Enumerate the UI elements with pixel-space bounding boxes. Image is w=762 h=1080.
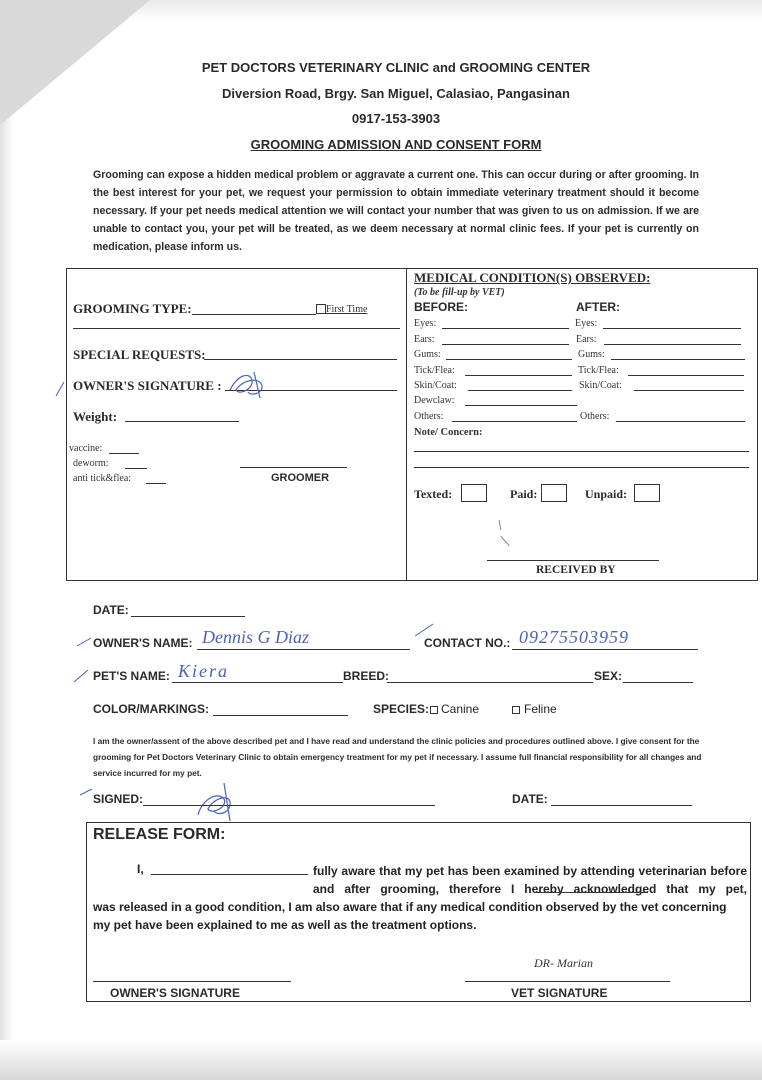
before-gums-label: Gums:: [414, 349, 441, 360]
release-text-2: was released in a good condition, I am also aware that if any medical condition observed by the vet concerning my pet have been explained to me as well as the treatment options.: [93, 900, 727, 932]
before-ears-label: Ears:: [414, 334, 435, 345]
owner-name-field[interactable]: [197, 649, 410, 650]
unpaid-checkbox[interactable]: [634, 484, 660, 502]
release-text-1-cont: [93, 880, 526, 898]
feline-label: Feline: [524, 702, 557, 716]
release-name-field[interactable]: [151, 874, 308, 875]
first-time-checkbox[interactable]: [316, 304, 326, 314]
after-others-label: Others:: [580, 411, 610, 422]
scan-shadow-left: [0, 0, 14, 1080]
form-title: GROOMING ADMISSION AND CONSENT FORM: [250, 137, 542, 152]
release-vet-signature-line[interactable]: [465, 981, 670, 982]
note-line-1[interactable]: [414, 451, 749, 452]
grooming-type-field[interactable]: [192, 314, 316, 315]
weight-field[interactable]: [125, 421, 239, 422]
date-label: DATE:: [93, 603, 129, 617]
after-eyes-label: Eyes:: [575, 318, 598, 329]
note-concern-label: Note/ Concern:: [414, 427, 483, 438]
pet-name-label: PET'S NAME:: [93, 669, 170, 683]
before-eyes-field[interactable]: [442, 328, 569, 329]
after-tick-field[interactable]: [628, 375, 744, 376]
before-skin-field[interactable]: [468, 390, 572, 391]
grooming-type-extra-line[interactable]: [73, 328, 400, 329]
clinic-name: PET DOCTORS VETERINARY CLINIC and GROOMING CENTER: [201, 60, 591, 75]
texted-label: Texted:: [414, 487, 453, 501]
after-gums-field[interactable]: [611, 359, 745, 360]
contact-label: CONTACT NO.:: [424, 636, 511, 650]
after-eyes-field[interactable]: [603, 328, 741, 329]
signed-date-field[interactable]: [551, 805, 692, 806]
anti-tick-label: anti tick&flea:: [73, 473, 132, 484]
before-label: BEFORE:: [414, 300, 468, 314]
release-owner-signature-line[interactable]: [93, 981, 291, 982]
before-others-label: Others:: [414, 411, 444, 422]
color-markings-field[interactable]: [213, 715, 348, 716]
after-skin-field[interactable]: [634, 390, 744, 391]
vet-fill-subtitle: (To be fill-up by VET): [414, 287, 505, 298]
before-tick-field[interactable]: [465, 375, 572, 376]
grooming-type-label: GROOMING TYPE:: [73, 301, 192, 316]
release-form-title: RELEASE FORM:: [93, 826, 226, 843]
after-label: AFTER:: [576, 300, 620, 314]
scan-shadow-bottom: [0, 1040, 762, 1080]
before-gums-field[interactable]: [446, 359, 572, 360]
deworm-field[interactable]: [125, 468, 147, 469]
release-vet-signature-label: VET SIGNATURE: [511, 986, 608, 1000]
signed-label: SIGNED:: [93, 792, 144, 806]
contact-field[interactable]: [512, 649, 698, 650]
medical-condition-title: MEDICAL CONDITION(S) OBSERVED:: [414, 270, 651, 285]
clinic-address: Diversion Road, Brgy. San Miguel, Calasiao, Pangasinan: [222, 86, 570, 101]
sex-field[interactable]: [623, 682, 693, 683]
color-markings-label: COLOR/MARKINGS:: [93, 702, 209, 716]
date-field[interactable]: [131, 616, 245, 617]
consent-paragraph: I am the owner/assent of the above described pet and I have read and understand the clinic policies and procedures outlined above. I give consent for the grooming for Pet Doctors Veterinary Clinic to obtain emergency treatment for my pet if necessary. I assume full financial responsibility for all changes and service incurred for my pet.: [93, 736, 702, 778]
owner-signature-label: OWNER'S SIGNATURE :: [73, 378, 222, 393]
unpaid-label: Unpaid:: [585, 487, 628, 501]
groomer-label: GROOMER: [271, 472, 330, 484]
sex-label: SEX:: [594, 669, 623, 683]
feline-checkbox[interactable]: [512, 706, 520, 714]
breed-label: BREED:: [343, 669, 390, 683]
admission-box-divider: [406, 268, 407, 580]
release-text-1: fully aware that my pet has been examined by attending veterinarian before and after grooming, therefore I hereby acknowledged that my pet,: [313, 864, 747, 896]
after-others-field[interactable]: [616, 421, 745, 422]
owner-signature-scribble: [220, 366, 280, 402]
before-dewclaw-label: Dewclaw:: [414, 395, 455, 406]
contact-handwriting: 09275503959: [519, 627, 629, 647]
canine-checkbox[interactable]: [430, 706, 438, 714]
special-requests-field[interactable]: [204, 359, 397, 360]
release-owner-signature-label: OWNER'S SIGNATURE: [110, 986, 240, 1000]
pet-row-mark: [72, 664, 92, 684]
before-ears-field[interactable]: [442, 344, 569, 345]
release-i-label: I,: [137, 862, 144, 876]
vaccine-label: vaccine:: [69, 443, 103, 454]
received-by-label: RECEIVED BY: [536, 564, 616, 576]
pet-name-handwriting: Kiera: [178, 661, 230, 681]
before-tick-label: Tick/Flea:: [414, 365, 455, 376]
first-time-label: First Time: [326, 304, 368, 315]
before-others-field[interactable]: [452, 421, 577, 422]
paid-checkbox[interactable]: [541, 484, 567, 502]
species-label: SPECIES:: [373, 702, 430, 716]
texted-checkbox[interactable]: [461, 484, 487, 502]
special-requests-label: SPECIAL REQUESTS:: [73, 347, 206, 362]
signed-date-label: DATE:: [512, 792, 548, 806]
vet-signature-handwriting: DR- Marian: [534, 956, 593, 970]
owner-name-label: OWNER'S NAME:: [93, 636, 193, 650]
after-tick-label: Tick/Flea:: [578, 365, 619, 376]
after-ears-field[interactable]: [604, 344, 741, 345]
note-line-2[interactable]: [414, 467, 749, 468]
received-by-line[interactable]: [487, 560, 659, 561]
signed-field[interactable]: [143, 805, 435, 806]
after-skin-label: Skin/Coat:: [579, 380, 622, 391]
owner-name-handwriting: Dennis G Diaz: [202, 627, 309, 647]
anti-tick-field[interactable]: [146, 483, 166, 484]
after-gums-label: Gums:: [578, 349, 605, 360]
groomer-signature-line[interactable]: [240, 467, 347, 468]
weight-label: Weight:: [73, 409, 118, 424]
before-dewclaw-field[interactable]: [465, 405, 577, 406]
vaccine-field[interactable]: [109, 453, 139, 454]
deworm-label: deworm:: [73, 458, 109, 469]
intro-paragraph: Grooming can expose a hidden medical problem or aggravate a current one. This can occur during or after grooming. In the best interest for your pet, we request your permission to obtain immediate veterinary treatment should it become necessary. If your pet needs medical attention we will contact your number that was given to us on admission. If we are unable to contact you, your pet will be treated, as we deem necessary at normal clinic fees. If your pet is currently on medication, please inform us.: [93, 169, 699, 253]
paid-label: Paid:: [510, 487, 538, 501]
before-eyes-label: Eyes:: [414, 318, 437, 329]
after-ears-label: Ears:: [576, 334, 597, 345]
pencil-mark: [493, 516, 513, 548]
release-pet-field[interactable]: [535, 892, 648, 893]
owner-signature-checkmark: [54, 378, 68, 398]
clinic-phone: 0917-153-3903: [351, 111, 441, 126]
breed-field[interactable]: [387, 682, 593, 683]
before-skin-label: Skin/Coat:: [414, 380, 457, 391]
canine-label: Canine: [441, 702, 480, 716]
pet-name-field[interactable]: [172, 682, 343, 683]
